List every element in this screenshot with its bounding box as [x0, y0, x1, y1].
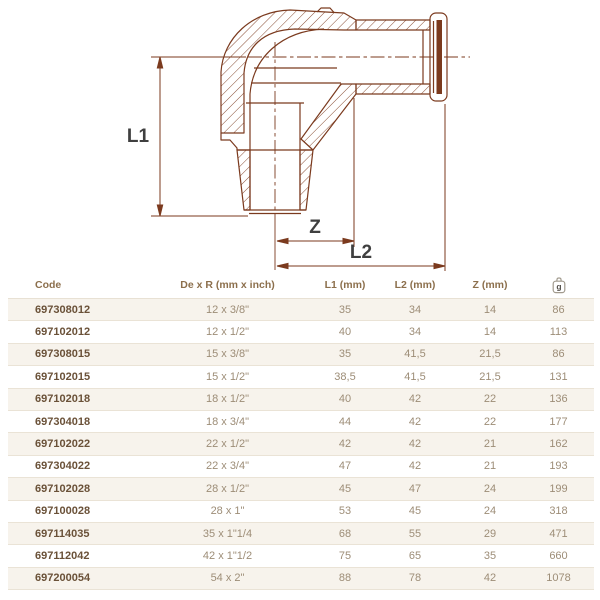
cell-size: 28 x 1" — [210, 505, 245, 518]
cell-weight: 193 — [549, 460, 568, 473]
col-header-z: Z (mm) — [472, 279, 508, 291]
fitting-body — [221, 8, 447, 214]
cell-code: 697308012 — [35, 303, 91, 316]
cell-z: 22 — [483, 393, 497, 406]
cell-size: 35 x 1"1/4 — [202, 527, 253, 540]
cell-weight: 660 — [549, 549, 568, 562]
cell-weight: 1078 — [546, 572, 571, 585]
cell-size: 42 x 1"1/2 — [202, 549, 253, 562]
l1-label: L1 — [126, 126, 150, 147]
cell-code: 697304022 — [35, 460, 91, 473]
thread-wall-left — [237, 150, 250, 210]
cell-l1: 42 — [338, 438, 352, 451]
col-header-l2: L2 (mm) — [394, 279, 436, 291]
cell-l1: 44 — [338, 415, 352, 428]
cell-code: 697200054 — [35, 572, 91, 585]
cell-code: 697102022 — [35, 438, 91, 451]
cell-code: 697308015 — [35, 348, 91, 361]
l1-arrow-top — [157, 57, 162, 68]
cell-code: 697102015 — [35, 370, 91, 383]
cell-l2: 47 — [408, 482, 422, 495]
cell-code: 697112042 — [35, 549, 90, 562]
table-row — [8, 501, 594, 523]
socket-top-wall — [356, 20, 430, 30]
cell-size: 15 x 3/8" — [205, 348, 250, 361]
cell-code: 697100028 — [35, 505, 91, 518]
col-header-code: Code — [35, 279, 62, 291]
cell-l1: 35 — [338, 303, 352, 316]
cell-l2: 42 — [408, 438, 422, 451]
cell-code: 697102012 — [35, 326, 91, 339]
table-header — [8, 272, 594, 299]
col-header-weight — [525, 277, 592, 294]
table-row — [8, 456, 594, 478]
table-row — [8, 344, 594, 366]
cell-size: 22 x 3/4" — [205, 460, 250, 473]
cell-z: 14 — [483, 326, 497, 339]
cell-size: 12 x 1/2" — [205, 326, 250, 339]
cell-l1: 40 — [338, 393, 352, 406]
cell-code: 697102018 — [35, 393, 91, 406]
cell-z: 29 — [483, 527, 497, 540]
col-header-l1: L1 (mm) — [324, 279, 366, 291]
z-label: Z — [309, 217, 321, 238]
table-row — [8, 433, 594, 455]
cell-code: 697114035 — [35, 527, 90, 540]
cell-z: 21 — [483, 438, 497, 451]
cell-weight: 86 — [552, 303, 565, 316]
cell-l1: 88 — [338, 572, 352, 585]
cell-l1: 45 — [338, 482, 352, 495]
cell-weight: 131 — [549, 370, 568, 383]
z-arrow-left — [277, 238, 288, 243]
table-row — [8, 568, 594, 590]
l2-arrow-right — [434, 263, 445, 268]
table-row — [8, 545, 594, 567]
cell-l2: 34 — [408, 303, 422, 316]
cell-l2: 78 — [408, 572, 422, 585]
cell-z: 21,5 — [479, 370, 501, 383]
cell-size: 18 x 3/4" — [205, 415, 250, 428]
table-row — [8, 321, 594, 343]
table-row — [8, 299, 594, 321]
cell-weight: 471 — [549, 527, 568, 540]
cell-z: 21,5 — [479, 348, 501, 361]
cell-size: 18 x 1/2" — [205, 393, 250, 406]
cell-size: 28 x 1/2" — [205, 482, 250, 495]
table-row — [8, 411, 594, 433]
cell-size: 22 x 1/2" — [205, 438, 250, 451]
weight-grams-icon — [552, 277, 566, 294]
cell-l1: 75 — [338, 549, 352, 562]
cell-l1: 68 — [338, 527, 352, 540]
cell-l2: 45 — [408, 505, 422, 518]
col-header-size: De x R (mm x inch) — [180, 279, 275, 291]
table-row — [8, 478, 594, 500]
svg-text:g: g — [555, 281, 562, 292]
thread-wall-right — [300, 150, 313, 210]
cell-l2: 34 — [408, 326, 422, 339]
cell-z: 35 — [483, 549, 497, 562]
cell-size: 54 x 2" — [210, 572, 245, 585]
cell-z: 22 — [483, 415, 497, 428]
cell-z: 24 — [483, 482, 497, 495]
cell-l2: 55 — [408, 527, 422, 540]
cell-z: 24 — [483, 505, 497, 518]
cell-l1: 53 — [338, 505, 352, 518]
cell-l2: 42 — [408, 460, 422, 473]
cell-l1: 35 — [338, 348, 352, 361]
body-step-left — [221, 133, 237, 150]
cell-z: 21 — [483, 460, 497, 473]
cell-z: 42 — [483, 572, 497, 585]
table-row — [8, 523, 594, 545]
cell-l2: 41,5 — [404, 370, 426, 383]
cell-weight: 136 — [549, 393, 568, 406]
cell-code: 697102028 — [35, 482, 91, 495]
technical-drawing — [120, 0, 490, 274]
cell-weight: 162 — [549, 438, 568, 451]
cell-size: 15 x 1/2" — [205, 370, 250, 383]
table-row — [8, 389, 594, 411]
l2-label: L2 — [349, 242, 373, 263]
cell-l1: 38,5 — [334, 370, 356, 383]
l1-arrow-bottom — [157, 205, 162, 216]
cell-weight: 199 — [549, 482, 568, 495]
spec-table — [8, 272, 594, 590]
cell-z: 14 — [483, 303, 497, 316]
table-body — [8, 299, 594, 590]
cell-l2: 42 — [408, 415, 422, 428]
cell-weight: 113 — [549, 326, 568, 339]
cell-size: 12 x 3/8" — [205, 303, 250, 316]
cone-wall-section — [301, 84, 356, 150]
table-row — [8, 366, 594, 388]
l2-arrow-left — [277, 263, 288, 268]
cell-l1: 40 — [338, 326, 352, 339]
cell-l1: 47 — [338, 460, 352, 473]
socket-bottom-wall — [356, 84, 430, 94]
cell-l2: 42 — [408, 393, 422, 406]
cell-l2: 65 — [408, 549, 422, 562]
cell-weight: 318 — [549, 505, 568, 518]
cell-l2: 41,5 — [404, 348, 426, 361]
cell-weight: 177 — [549, 415, 568, 428]
cell-weight: 86 — [552, 348, 565, 361]
cell-code: 697304018 — [35, 415, 91, 428]
